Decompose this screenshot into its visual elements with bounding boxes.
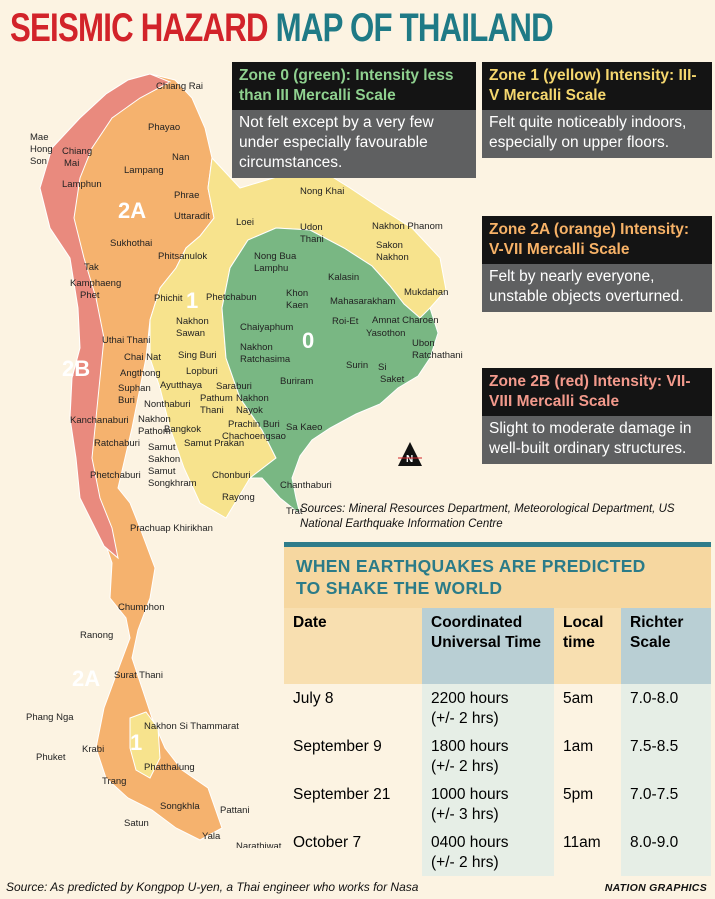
richter-cell xyxy=(621,828,711,876)
prediction-heading xyxy=(284,542,711,608)
city-label: Buriram xyxy=(280,376,314,387)
city-label: Nakhon Si Thammarat xyxy=(144,721,239,732)
city-label: Chiang Rai xyxy=(156,81,203,92)
city-label: Mai xyxy=(64,158,80,169)
zone-description: Slight to moderate damage in well-built ordinary structures. xyxy=(482,416,712,464)
city-label: Nan xyxy=(172,152,190,163)
city-label: Buri xyxy=(118,395,135,406)
city-label: Narathiwat xyxy=(236,841,282,848)
utc-cell xyxy=(422,732,554,780)
utc-cell xyxy=(422,780,554,828)
zone-label: 1 xyxy=(186,288,199,313)
local-time-cell-text: 1am xyxy=(563,738,594,755)
city-label: Prachuap Khirikhan xyxy=(130,523,213,534)
city-label: Kamphaeng xyxy=(70,278,122,289)
utc-cell-text: (+/- 2 hrs) xyxy=(431,757,499,775)
city-label: Chachoengsao xyxy=(222,431,286,442)
earthquake-prediction-panel xyxy=(284,542,711,880)
city-label: Lampang xyxy=(124,165,164,176)
city-label: Nonthaburi xyxy=(144,399,191,410)
title-part-red: SEISMIC HAZARD xyxy=(10,6,268,50)
city-label: Son xyxy=(30,156,47,167)
local-time-cell-text: 11am xyxy=(563,834,601,851)
city-label: Krabi xyxy=(82,744,105,755)
city-label: Ratchaburi xyxy=(94,438,140,449)
date-cell-text: September 9 xyxy=(293,738,382,755)
city-label: Samut xyxy=(148,442,176,453)
city-label: Yala xyxy=(202,831,221,842)
date-cell-text: July 8 xyxy=(293,690,334,707)
city-label: Phuket xyxy=(36,752,66,763)
utc-cell-text: (+/- 2 hrs) xyxy=(431,853,499,871)
city-label: Phetchabun xyxy=(206,292,257,303)
city-label: Phetchaburi xyxy=(90,470,141,481)
city-label: Bangkok xyxy=(164,424,201,435)
zone-description: Not felt except by a very few under especially favourable circumstances. xyxy=(232,110,476,178)
richter-cell-text: 8.0-9.0 xyxy=(630,834,679,851)
column-header-richter: Richter Scale xyxy=(621,608,711,684)
city-label: Mukdahan xyxy=(404,287,449,298)
city-label: Nakhon xyxy=(138,414,171,425)
city-label: Samut Prakan xyxy=(184,438,245,449)
city-label: Nakhon Phanom xyxy=(372,221,443,232)
city-label: Surin xyxy=(346,360,369,371)
city-label: Angthong xyxy=(120,368,161,379)
footer-source: Source: As predicted by Kongpop U-yen, a Thai engineer who works for Nasa xyxy=(6,880,419,894)
utc-cell-text: 2200 hours xyxy=(431,690,509,707)
table-row xyxy=(284,780,711,828)
city-label: Phichit xyxy=(154,293,183,304)
city-label: Chiang xyxy=(62,146,93,157)
city-label: Sakon xyxy=(376,240,403,251)
graphics-credit: NATION GRAPHICS xyxy=(604,882,707,894)
city-label: Ayutthaya xyxy=(160,380,203,391)
city-label: Sawan xyxy=(176,328,206,339)
zone-heading: Zone 0 (green): Intensity less than III Mercalli Scale xyxy=(232,62,476,110)
city-label: Chai Nat xyxy=(124,352,161,363)
city-label: Kanchanaburi xyxy=(70,415,129,426)
city-label: Sukhothai xyxy=(110,238,153,249)
table-header-row xyxy=(284,608,711,684)
city-label: Phet xyxy=(80,290,100,301)
city-label: Uthai Thani xyxy=(102,335,151,346)
city-label: Yasothon xyxy=(366,328,406,339)
city-label: Nakhon xyxy=(236,393,269,404)
city-label: Tak xyxy=(84,262,99,273)
city-label: Phang Nga xyxy=(26,712,74,723)
richter-cell-text: 7.0-7.5 xyxy=(630,786,679,803)
local-time-cell xyxy=(554,732,621,780)
city-label: Phatthalung xyxy=(144,762,195,773)
date-cell xyxy=(284,732,422,780)
svg-text:N: N xyxy=(406,454,414,465)
utc-cell-text: 1000 hours xyxy=(431,786,509,803)
zone-label: 2B xyxy=(62,356,91,381)
city-label: Phitsanulok xyxy=(158,251,208,262)
city-label: Songkhram xyxy=(148,478,197,489)
city-label: Rayong xyxy=(222,492,255,503)
city-label: Nong Khai xyxy=(300,186,345,197)
utc-cell xyxy=(422,684,554,732)
utc-cell xyxy=(422,828,554,876)
heading-line: WHEN EARTHQUAKES ARE PREDICTED xyxy=(296,556,646,576)
city-label: Nong Bua xyxy=(254,251,297,262)
city-label: Amnat Charoen xyxy=(372,315,439,326)
local-time-cell-text: 5am xyxy=(563,690,594,707)
city-label: Mahasarakham xyxy=(330,296,396,307)
city-label: Trat xyxy=(286,506,303,517)
city-label: Chaiyaphum xyxy=(240,322,294,333)
city-label: Ratchathani xyxy=(412,350,463,361)
zone-heading: Zone 1 (yellow) Intensity: III-V Mercalli Scale xyxy=(482,62,712,110)
date-cell-text: October 7 xyxy=(293,834,362,851)
city-label: Saraburi xyxy=(216,381,252,392)
zone-heading: Zone 2B (red) Intensity: VII-VIII Mercalli Scale xyxy=(482,368,712,416)
zone-label: 1 xyxy=(130,730,143,755)
richter-cell xyxy=(621,732,711,780)
date-cell xyxy=(284,828,422,876)
column-header-date: Date xyxy=(284,608,422,684)
city-label: Phrae xyxy=(174,190,200,201)
city-label: Songkhla xyxy=(160,801,200,812)
zone-label: 2A xyxy=(118,198,147,223)
title-part-teal: MAP OF THAILAND xyxy=(275,6,553,50)
city-label: Sa Kaeo xyxy=(286,422,323,433)
local-time-cell xyxy=(554,828,621,876)
heading-line: TO SHAKE THE WORLD xyxy=(296,578,503,598)
column-header-utc: Coordinated Universal Time xyxy=(422,608,554,684)
richter-cell xyxy=(621,684,711,732)
prediction-table xyxy=(284,608,711,876)
table-row xyxy=(284,828,711,876)
city-label: Samut xyxy=(148,466,176,477)
city-label: Prachin Buri xyxy=(228,419,280,430)
table-row xyxy=(284,732,711,780)
city-label: Roi-Et xyxy=(332,316,359,327)
city-label: Lopburi xyxy=(186,366,218,377)
city-label: Kaen xyxy=(286,300,309,311)
richter-cell-text: 7.0-8.0 xyxy=(630,690,679,707)
city-label: Udon xyxy=(300,222,323,233)
city-label: Chonburi xyxy=(212,470,251,481)
local-time-cell-text: 5pm xyxy=(563,786,594,803)
zone-1-legend xyxy=(482,62,712,158)
city-label: Ubon xyxy=(412,338,435,349)
zone-description: Felt by nearly everyone, unstable objects overturned. xyxy=(482,264,712,312)
utc-cell-text: (+/- 3 hrs) xyxy=(431,805,499,823)
local-time-cell xyxy=(554,684,621,732)
date-cell xyxy=(284,684,422,732)
city-label: Nakhon xyxy=(176,316,209,327)
city-label: Pathum xyxy=(200,393,233,404)
date-cell xyxy=(284,780,422,828)
city-label: Suphan xyxy=(118,383,151,394)
city-label: Surat Thani xyxy=(114,670,163,681)
city-label: Khon xyxy=(286,288,309,299)
zone-heading: Zone 2A (orange) Intensity: V-VII Mercalli Scale xyxy=(482,216,712,264)
column-header-local-time: Local time xyxy=(554,608,621,684)
city-label: Pattani xyxy=(220,805,250,816)
city-label: Pathom xyxy=(138,426,171,437)
zone-0-legend xyxy=(232,62,476,178)
city-label: Si xyxy=(378,362,387,373)
date-cell-text: September 21 xyxy=(293,786,391,803)
city-label: Thani xyxy=(300,234,324,245)
richter-cell-text: 7.5-8.5 xyxy=(630,738,679,755)
city-label: Chanthaburi xyxy=(280,480,332,491)
city-label: Kalasin xyxy=(328,272,360,283)
city-label: Nakhon xyxy=(376,252,409,263)
city-label: Hong xyxy=(30,144,53,155)
city-label: Ranong xyxy=(80,630,114,641)
city-label: Satun xyxy=(124,818,149,829)
city-label: Trang xyxy=(102,776,127,787)
city-label: Lamphu xyxy=(254,263,289,274)
city-label: Loei xyxy=(236,217,254,228)
local-time-cell xyxy=(554,780,621,828)
city-label: Sing Buri xyxy=(178,350,217,361)
city-label: Phayao xyxy=(148,122,181,133)
city-label: Sakhon xyxy=(148,454,181,465)
city-label: Nayok xyxy=(236,405,263,416)
page-title xyxy=(10,6,553,60)
city-label: Uttaradit xyxy=(174,211,210,222)
map-sources: Sources: Mineral Resources Department, Meteorological Department, US National Earthquake Information Centre xyxy=(300,503,675,530)
city-label: Thani xyxy=(200,405,224,416)
utc-cell-text: 0400 hours xyxy=(431,834,509,851)
zone-2a-legend xyxy=(482,216,712,312)
zone-label: 0 xyxy=(302,328,315,353)
zone-description: Felt quite noticeably indoors, especially on upper floors. xyxy=(482,110,712,158)
city-label: Saket xyxy=(380,374,405,385)
city-label: Lamphun xyxy=(62,179,102,190)
city-label: Nakhon xyxy=(240,342,273,353)
city-label: Chumphon xyxy=(118,602,165,613)
north-arrow-icon xyxy=(398,442,422,466)
table-row xyxy=(284,684,711,732)
richter-cell xyxy=(621,780,711,828)
zone-2b-legend xyxy=(482,368,712,464)
zone-label: 2A xyxy=(72,666,101,691)
utc-cell-text: (+/- 2 hrs) xyxy=(431,709,499,727)
city-label: Mae xyxy=(30,132,49,143)
utc-cell-text: 1800 hours xyxy=(431,738,509,755)
city-label: Ratchasima xyxy=(240,354,291,365)
